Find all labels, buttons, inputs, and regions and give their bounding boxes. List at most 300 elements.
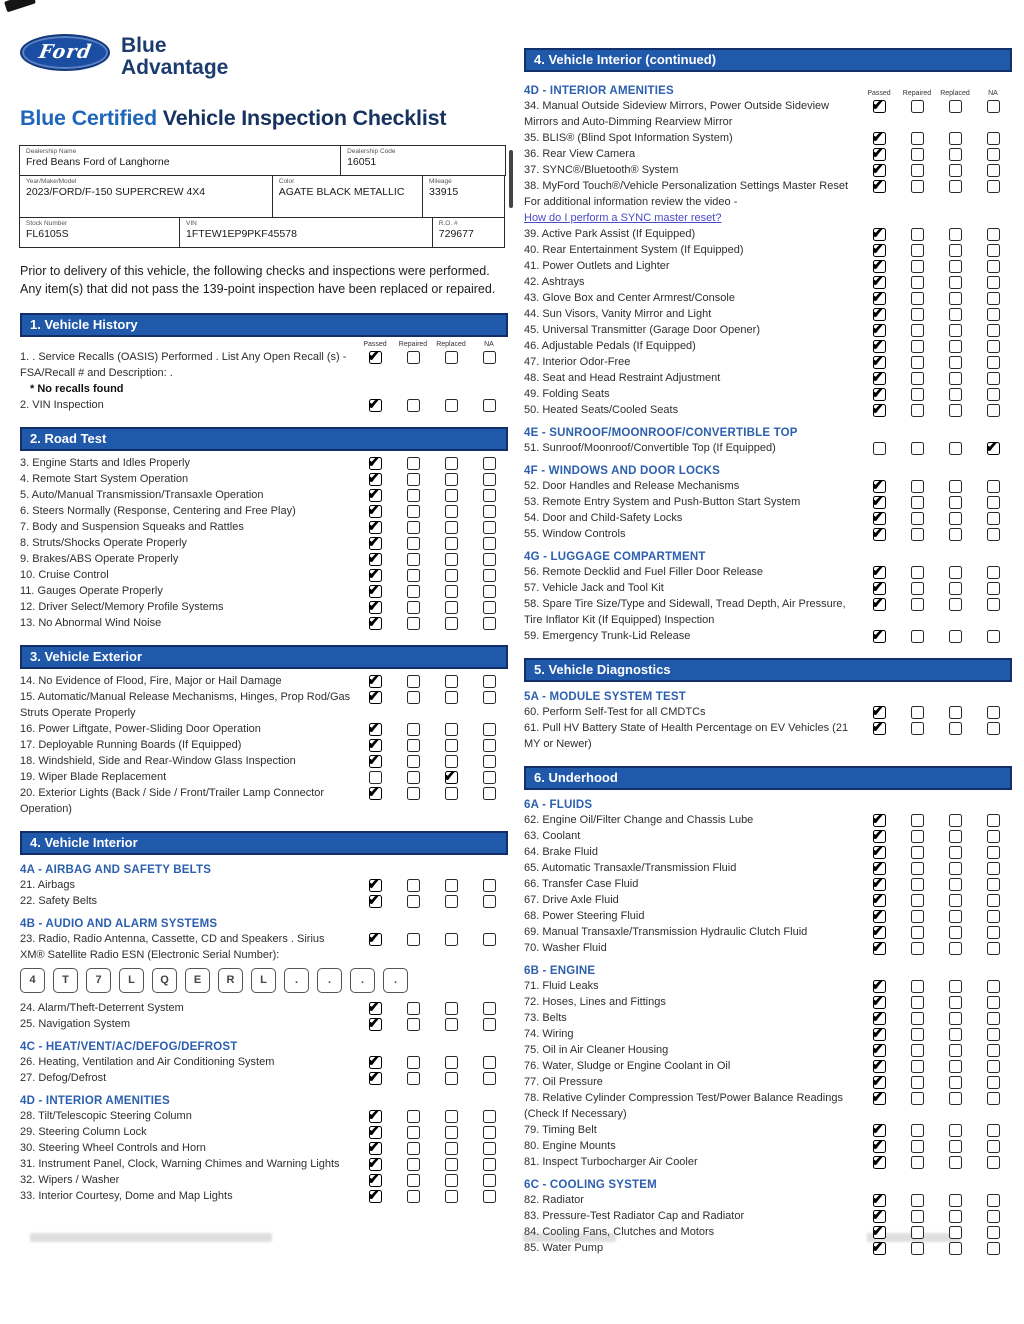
checkbox-passed[interactable]: [873, 630, 886, 643]
checkbox-repaired[interactable]: [911, 164, 924, 177]
checkbox-replaced[interactable]: [949, 512, 962, 525]
checkbox-na[interactable]: [483, 569, 496, 582]
checkbox-replaced[interactable]: [949, 1028, 962, 1041]
checkbox-passed[interactable]: [369, 691, 382, 704]
checkbox-repaired[interactable]: [407, 1142, 420, 1155]
esn-box[interactable]: Q: [152, 968, 177, 993]
checkbox-na[interactable]: [483, 675, 496, 688]
checkbox-passed[interactable]: [369, 1018, 382, 1031]
checkbox-repaired[interactable]: [911, 1044, 924, 1057]
checkbox-repaired[interactable]: [407, 399, 420, 412]
checkbox-repaired[interactable]: [911, 372, 924, 385]
checkbox-replaced[interactable]: [949, 180, 962, 193]
checkbox-repaired[interactable]: [407, 1174, 420, 1187]
checkbox-repaired[interactable]: [911, 180, 924, 193]
checkbox-repaired[interactable]: [911, 100, 924, 113]
checkbox-na[interactable]: [987, 1226, 1000, 1239]
checkbox-na[interactable]: [987, 942, 1000, 955]
esn-box[interactable]: 7: [86, 968, 111, 993]
check-cell-na: [974, 1154, 1012, 1169]
checkbox-replaced[interactable]: [445, 1158, 458, 1171]
checkbox-repaired[interactable]: [911, 1012, 924, 1025]
checkbox-na[interactable]: [483, 723, 496, 736]
checkbox-replaced[interactable]: [949, 814, 962, 827]
checkbox-repaired[interactable]: [911, 582, 924, 595]
checkbox-passed[interactable]: [873, 100, 886, 113]
esn-box[interactable]: R: [218, 968, 243, 993]
checkbox-passed[interactable]: [369, 895, 382, 908]
checkbox-na[interactable]: [987, 100, 1000, 113]
checkbox-na[interactable]: [987, 292, 1000, 305]
esn-box[interactable]: L: [251, 968, 276, 993]
checkbox-replaced[interactable]: [445, 1110, 458, 1123]
checkbox-replaced[interactable]: [949, 372, 962, 385]
checkbox-replaced[interactable]: [949, 480, 962, 493]
checkbox-replaced[interactable]: [949, 878, 962, 891]
checkbox-replaced[interactable]: [949, 846, 962, 859]
checkbox-replaced[interactable]: [949, 926, 962, 939]
checkbox-replaced[interactable]: [445, 675, 458, 688]
checkbox-repaired[interactable]: [407, 351, 420, 364]
checkbox-passed[interactable]: [369, 933, 382, 946]
checkbox-na[interactable]: [987, 1242, 1000, 1255]
checkbox-na[interactable]: [483, 553, 496, 566]
checkbox-na[interactable]: [987, 512, 1000, 525]
checkbox-repaired[interactable]: [911, 324, 924, 337]
checkbox-na[interactable]: [987, 372, 1000, 385]
checkbox-replaced[interactable]: [949, 980, 962, 993]
checkbox-na[interactable]: [987, 706, 1000, 719]
checkbox-replaced[interactable]: [949, 1226, 962, 1239]
checkbox-repaired[interactable]: [407, 895, 420, 908]
checkbox-na[interactable]: [987, 1092, 1000, 1105]
checkbox-replaced[interactable]: [949, 164, 962, 177]
checkbox-na[interactable]: [483, 585, 496, 598]
checkbox-replaced[interactable]: [949, 910, 962, 923]
checkbox-repaired[interactable]: [407, 723, 420, 736]
checkbox-passed[interactable]: [369, 755, 382, 768]
checkbox-repaired[interactable]: [407, 505, 420, 518]
checkbox-repaired[interactable]: [407, 617, 420, 630]
checkbox-repaired[interactable]: [911, 706, 924, 719]
checkbox-na[interactable]: [483, 739, 496, 752]
checkbox-replaced[interactable]: [949, 1194, 962, 1207]
checkbox-repaired[interactable]: [407, 601, 420, 614]
checkbox-na[interactable]: [987, 1012, 1000, 1025]
checkbox-repaired[interactable]: [911, 1156, 924, 1169]
checkbox-repaired[interactable]: [911, 356, 924, 369]
checkbox-na[interactable]: [987, 598, 1000, 611]
checkbox-na[interactable]: [987, 356, 1000, 369]
checkbox-repaired[interactable]: [911, 340, 924, 353]
checkbox-passed[interactable]: [873, 1092, 886, 1105]
checkbox-na[interactable]: [987, 496, 1000, 509]
checkbox-na[interactable]: [987, 388, 1000, 401]
checkbox-replaced[interactable]: [445, 489, 458, 502]
checkbox-na[interactable]: [987, 1140, 1000, 1153]
checkbox-repaired[interactable]: [407, 1002, 420, 1015]
checkbox-replaced[interactable]: [949, 1044, 962, 1057]
checkbox-passed[interactable]: [873, 598, 886, 611]
checkbox-na[interactable]: [987, 442, 1000, 455]
checkbox-na[interactable]: [483, 537, 496, 550]
checkbox-passed[interactable]: [369, 787, 382, 800]
check-cell-replaced: [432, 753, 470, 768]
checkbox-repaired[interactable]: [911, 846, 924, 859]
checkbox-replaced[interactable]: [445, 771, 458, 784]
checkbox-na[interactable]: [483, 399, 496, 412]
checkbox-repaired[interactable]: [407, 1158, 420, 1171]
checkbox-replaced[interactable]: [445, 787, 458, 800]
checkbox-repaired[interactable]: [407, 879, 420, 892]
checkbox-repaired[interactable]: [911, 292, 924, 305]
checkbox-na[interactable]: [987, 1060, 1000, 1073]
checkbox-na[interactable]: [987, 722, 1000, 735]
checkbox-repaired[interactable]: [407, 585, 420, 598]
checkbox-na[interactable]: [987, 244, 1000, 257]
esn-box[interactable]: T: [53, 968, 78, 993]
checkbox-repaired[interactable]: [911, 480, 924, 493]
esn-box[interactable]: .: [350, 968, 375, 993]
checkbox-na[interactable]: [483, 351, 496, 364]
checkbox-replaced[interactable]: [445, 537, 458, 550]
checkbox-repaired[interactable]: [911, 528, 924, 541]
checkbox-repaired[interactable]: [911, 496, 924, 509]
checkbox-na[interactable]: [987, 148, 1000, 161]
checkbox-replaced[interactable]: [949, 1092, 962, 1105]
checkbox-na[interactable]: [483, 771, 496, 784]
checkbox-na[interactable]: [483, 521, 496, 534]
checkbox-replaced[interactable]: [949, 1140, 962, 1153]
checkbox-na[interactable]: [483, 473, 496, 486]
checkbox-na[interactable]: [987, 1124, 1000, 1137]
checkbox-na[interactable]: [483, 1002, 496, 1015]
checkbox-na[interactable]: [987, 566, 1000, 579]
checkbox-na[interactable]: [483, 1126, 496, 1139]
checkbox-repaired[interactable]: [407, 739, 420, 752]
checkbox-replaced[interactable]: [445, 1072, 458, 1085]
checkbox-passed[interactable]: [873, 442, 886, 455]
checkbox-repaired[interactable]: [911, 722, 924, 735]
checkbox-na[interactable]: [483, 755, 496, 768]
checkbox-replaced[interactable]: [445, 879, 458, 892]
checkbox-replaced[interactable]: [445, 723, 458, 736]
checkbox-repaired[interactable]: [911, 512, 924, 525]
checkbox-na[interactable]: [483, 1174, 496, 1187]
checkbox-passed[interactable]: [369, 351, 382, 364]
checkbox-na[interactable]: [987, 830, 1000, 843]
checkbox-na[interactable]: [987, 814, 1000, 827]
checkbox-na[interactable]: [987, 164, 1000, 177]
checkbox-na[interactable]: [987, 1210, 1000, 1223]
check-cell-passed: [860, 1058, 898, 1073]
checkbox-na[interactable]: [483, 1110, 496, 1123]
checkbox-na[interactable]: [987, 1076, 1000, 1089]
checkbox-replaced[interactable]: [949, 830, 962, 843]
checkbox-replaced[interactable]: [445, 601, 458, 614]
checkbox-repaired[interactable]: [911, 910, 924, 923]
check-cell-repaired: [394, 615, 432, 630]
checkbox-repaired[interactable]: [911, 830, 924, 843]
checkbox-passed[interactable]: [369, 399, 382, 412]
checkbox-replaced[interactable]: [949, 862, 962, 875]
checkbox-na[interactable]: [483, 505, 496, 518]
checkbox-na[interactable]: [483, 489, 496, 502]
checkbox-na[interactable]: [483, 691, 496, 704]
checkbox-repaired[interactable]: [407, 473, 420, 486]
checkbox-na[interactable]: [987, 404, 1000, 417]
checkbox-replaced[interactable]: [949, 1124, 962, 1137]
checkbox-repaired[interactable]: [407, 1110, 420, 1123]
checkbox-na[interactable]: [483, 457, 496, 470]
checkbox-repaired[interactable]: [407, 771, 420, 784]
checkbox-na[interactable]: [987, 630, 1000, 643]
checkbox-na[interactable]: [987, 980, 1000, 993]
checkbox-na[interactable]: [483, 1158, 496, 1171]
checkbox-replaced[interactable]: [445, 1002, 458, 1015]
checkbox-replaced[interactable]: [949, 996, 962, 1009]
checkbox-na[interactable]: [987, 180, 1000, 193]
checkbox-passed[interactable]: [873, 404, 886, 417]
checkbox-replaced[interactable]: [949, 132, 962, 145]
checkbox-na[interactable]: [987, 846, 1000, 859]
checkbox-replaced[interactable]: [949, 340, 962, 353]
checkbox-na[interactable]: [987, 862, 1000, 875]
checkbox-repaired[interactable]: [407, 675, 420, 688]
checkbox-replaced[interactable]: [445, 617, 458, 630]
checkbox-repaired[interactable]: [407, 553, 420, 566]
checkbox-repaired[interactable]: [911, 276, 924, 289]
checkbox-repaired[interactable]: [911, 228, 924, 241]
checkbox-replaced[interactable]: [445, 895, 458, 908]
checkbox-replaced[interactable]: [949, 388, 962, 401]
checkbox-na[interactable]: [987, 894, 1000, 907]
checkbox-na[interactable]: [483, 1072, 496, 1085]
checkbox-na[interactable]: [483, 617, 496, 630]
checkbox-repaired[interactable]: [407, 537, 420, 550]
checkbox-replaced[interactable]: [445, 1190, 458, 1203]
checkbox-repaired[interactable]: [407, 569, 420, 582]
check-cell-repaired: [898, 1240, 936, 1255]
checkbox-repaired[interactable]: [407, 1018, 420, 1031]
checkbox-passed[interactable]: [873, 180, 886, 193]
checkbox-repaired[interactable]: [911, 942, 924, 955]
checkbox-passed[interactable]: [873, 942, 886, 955]
checkbox-na[interactable]: [987, 132, 1000, 145]
checkbox-repaired[interactable]: [911, 894, 924, 907]
checkbox-replaced[interactable]: [949, 722, 962, 735]
checkbox-replaced[interactable]: [949, 276, 962, 289]
checkbox-na[interactable]: [987, 480, 1000, 493]
checkbox-na[interactable]: [987, 340, 1000, 353]
checkbox-repaired[interactable]: [911, 996, 924, 1009]
checkbox-na[interactable]: [483, 601, 496, 614]
checkbox-repaired[interactable]: [911, 308, 924, 321]
checkbox-repaired[interactable]: [407, 1056, 420, 1069]
checkbox-repaired[interactable]: [911, 404, 924, 417]
esn-box[interactable]: L: [119, 968, 144, 993]
checkbox-repaired[interactable]: [911, 388, 924, 401]
checkbox-passed[interactable]: [369, 1072, 382, 1085]
checkbox-repaired[interactable]: [911, 1194, 924, 1207]
esn-box[interactable]: .: [383, 968, 408, 993]
checkbox-replaced[interactable]: [949, 100, 962, 113]
checkbox-replaced[interactable]: [445, 473, 458, 486]
checkbox-repaired[interactable]: [911, 1060, 924, 1073]
checkbox-repaired[interactable]: [407, 1072, 420, 1085]
checkbox-replaced[interactable]: [949, 566, 962, 579]
checkbox-replaced[interactable]: [949, 496, 962, 509]
checkbox-repaired[interactable]: [407, 1190, 420, 1203]
checkbox-repaired[interactable]: [407, 755, 420, 768]
checkbox-na[interactable]: [987, 1028, 1000, 1041]
checkbox-replaced[interactable]: [949, 1060, 962, 1073]
checkbox-replaced[interactable]: [445, 933, 458, 946]
checklist-item: [524, 162, 1012, 178]
checkbox-replaced[interactable]: [445, 1142, 458, 1155]
checkbox-passed[interactable]: [873, 528, 886, 541]
checkbox-repaired[interactable]: [407, 933, 420, 946]
check-group: [860, 478, 1012, 493]
checkbox-repaired[interactable]: [911, 244, 924, 257]
checkbox-passed[interactable]: [873, 722, 886, 735]
checkbox-replaced[interactable]: [949, 324, 962, 337]
item-note: * No recalls found: [30, 382, 124, 395]
checkbox-replaced[interactable]: [949, 148, 962, 161]
checkbox-replaced[interactable]: [445, 553, 458, 566]
checkbox-na[interactable]: [987, 1194, 1000, 1207]
checkbox-replaced[interactable]: [949, 630, 962, 643]
esn-box[interactable]: E: [185, 968, 210, 993]
check-cell-na: [974, 478, 1012, 493]
checkbox-repaired[interactable]: [407, 521, 420, 534]
checkbox-repaired[interactable]: [911, 1140, 924, 1153]
checkbox-na[interactable]: [987, 260, 1000, 273]
esn-box[interactable]: .: [317, 968, 342, 993]
checkbox-repaired[interactable]: [911, 1076, 924, 1089]
checkbox-na[interactable]: [987, 582, 1000, 595]
checkbox-repaired[interactable]: [911, 862, 924, 875]
checkbox-repaired[interactable]: [911, 260, 924, 273]
checkbox-replaced[interactable]: [445, 521, 458, 534]
item-text: 73. Belts: [524, 1012, 567, 1024]
sync-master-reset-link[interactable]: How do I perform a SYNC master reset?: [524, 212, 722, 224]
checkbox-repaired[interactable]: [911, 1092, 924, 1105]
checkbox-na[interactable]: [483, 1018, 496, 1031]
checkbox-na[interactable]: [483, 933, 496, 946]
checkbox-na[interactable]: [987, 528, 1000, 541]
checkbox-repaired[interactable]: [407, 691, 420, 704]
checkbox-replaced[interactable]: [949, 442, 962, 455]
checkbox-na[interactable]: [987, 1156, 1000, 1169]
checkbox-repaired[interactable]: [911, 132, 924, 145]
checkbox-repaired[interactable]: [911, 1028, 924, 1041]
checkbox-repaired[interactable]: [911, 878, 924, 891]
checkbox-replaced[interactable]: [949, 1210, 962, 1223]
checkbox-replaced[interactable]: [445, 457, 458, 470]
checkbox-replaced[interactable]: [445, 1174, 458, 1187]
checkbox-repaired[interactable]: [407, 457, 420, 470]
checkbox-passed[interactable]: [369, 617, 382, 630]
checkbox-repaired[interactable]: [407, 1126, 420, 1139]
checkbox-repaired[interactable]: [911, 630, 924, 643]
checkbox-replaced[interactable]: [445, 399, 458, 412]
checkbox-repaired[interactable]: [911, 598, 924, 611]
checkbox-replaced[interactable]: [949, 260, 962, 273]
checkbox-replaced[interactable]: [949, 582, 962, 595]
checkbox-repaired[interactable]: [911, 1124, 924, 1137]
checkbox-replaced[interactable]: [949, 356, 962, 369]
checkbox-repaired[interactable]: [407, 489, 420, 502]
checkbox-na[interactable]: [987, 1044, 1000, 1057]
checkbox-replaced[interactable]: [949, 308, 962, 321]
checkbox-repaired[interactable]: [911, 442, 924, 455]
checkbox-na[interactable]: [987, 878, 1000, 891]
checkbox-repaired[interactable]: [911, 1210, 924, 1223]
checkbox-replaced[interactable]: [445, 569, 458, 582]
checkbox-replaced[interactable]: [949, 598, 962, 611]
checkbox-replaced[interactable]: [949, 894, 962, 907]
checkbox-passed[interactable]: [369, 1190, 382, 1203]
checkbox-repaired[interactable]: [407, 787, 420, 800]
checkbox-repaired[interactable]: [911, 1242, 924, 1255]
checkbox-na[interactable]: [987, 276, 1000, 289]
checkbox-repaired[interactable]: [911, 1226, 924, 1239]
checkbox-replaced[interactable]: [949, 1012, 962, 1025]
checkbox-repaired[interactable]: [911, 926, 924, 939]
checkbox-na[interactable]: [483, 895, 496, 908]
checkbox-replaced[interactable]: [949, 244, 962, 257]
checkbox-na[interactable]: [987, 308, 1000, 321]
checkbox-passed[interactable]: [873, 1156, 886, 1169]
checkbox-replaced[interactable]: [949, 228, 962, 241]
checkbox-replaced[interactable]: [949, 1156, 962, 1169]
checkbox-replaced[interactable]: [949, 528, 962, 541]
checkbox-replaced[interactable]: [445, 585, 458, 598]
esn-box[interactable]: 4: [20, 968, 45, 993]
checkbox-passed[interactable]: [873, 1242, 886, 1255]
checkbox-replaced[interactable]: [445, 351, 458, 364]
checkbox-replaced[interactable]: [445, 1056, 458, 1069]
checkbox-repaired[interactable]: [911, 980, 924, 993]
checkbox-replaced[interactable]: [949, 404, 962, 417]
checkbox-replaced[interactable]: [445, 505, 458, 518]
checkbox-na[interactable]: [987, 228, 1000, 241]
checkbox-replaced[interactable]: [949, 1076, 962, 1089]
checkbox-repaired[interactable]: [911, 566, 924, 579]
esn-box[interactable]: .: [284, 968, 309, 993]
checkbox-replaced[interactable]: [949, 706, 962, 719]
checkbox-na[interactable]: [987, 324, 1000, 337]
checkbox-replaced[interactable]: [949, 942, 962, 955]
checkbox-na[interactable]: [483, 1142, 496, 1155]
checkbox-repaired[interactable]: [911, 148, 924, 161]
checkbox-na[interactable]: [987, 910, 1000, 923]
checkbox-replaced[interactable]: [445, 1126, 458, 1139]
checkbox-replaced[interactable]: [445, 691, 458, 704]
checkbox-na[interactable]: [483, 879, 496, 892]
checkbox-replaced[interactable]: [949, 1242, 962, 1255]
checkbox-na[interactable]: [483, 1190, 496, 1203]
checkbox-replaced[interactable]: [445, 1018, 458, 1031]
checkbox-na[interactable]: [987, 926, 1000, 939]
checkbox-na[interactable]: [483, 1056, 496, 1069]
checkbox-replaced[interactable]: [445, 739, 458, 752]
checkbox-repaired[interactable]: [911, 814, 924, 827]
checkbox-replaced[interactable]: [949, 292, 962, 305]
checkbox-na[interactable]: [987, 996, 1000, 1009]
checkbox-na[interactable]: [483, 787, 496, 800]
